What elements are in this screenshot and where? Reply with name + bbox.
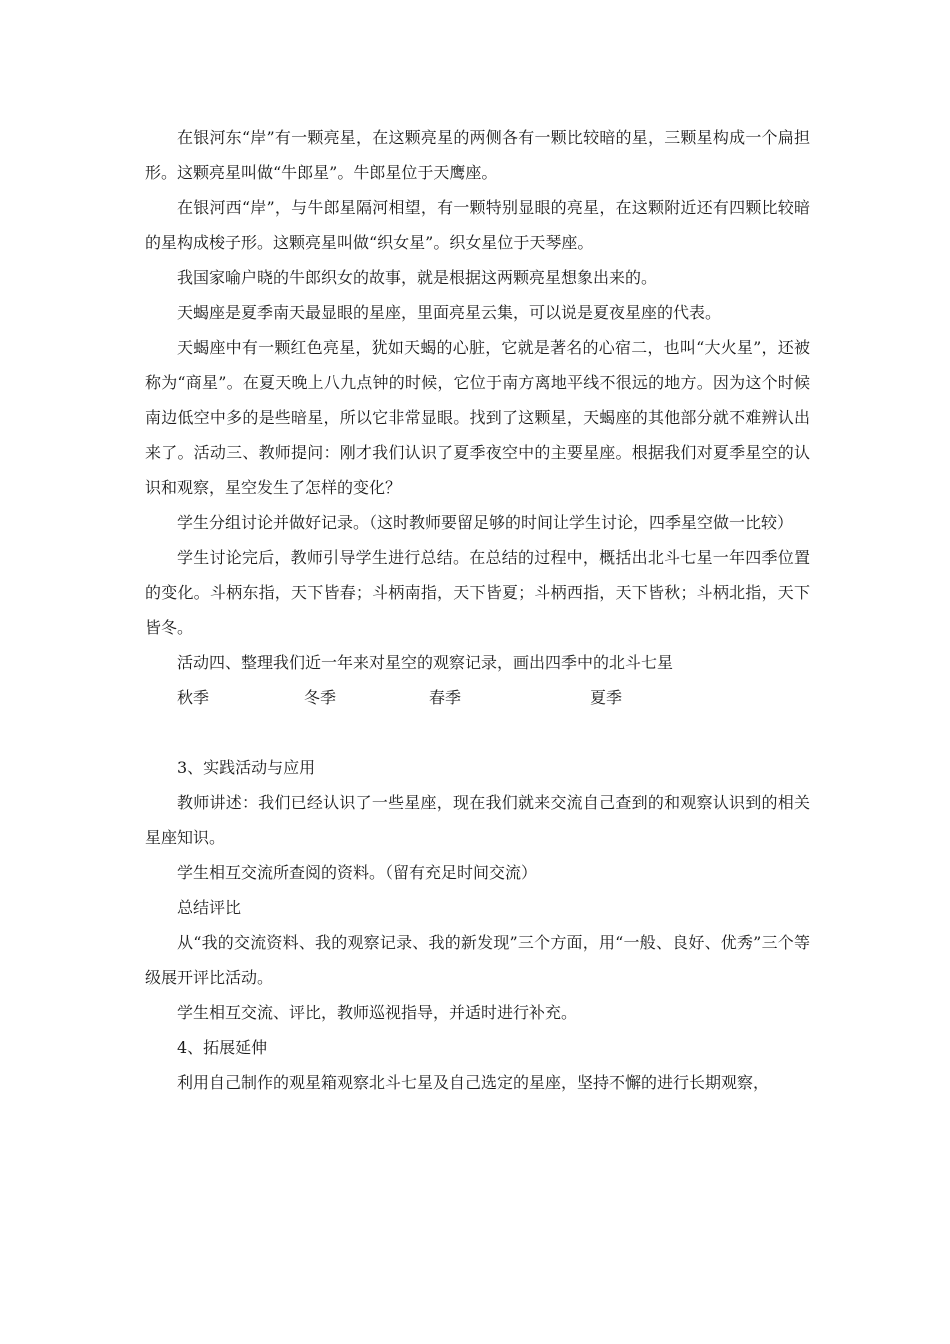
paragraph-student-exchange: 学生相互交流所查阅的资料。（留有充足时间交流） bbox=[177, 863, 538, 882]
paragraph-altair: 在银河东“岸”有一颗亮星，在这颗亮星的两侧各有一颗比较暗的星，三颗星构成一个扁担形。这颗亮星叫做“牛郎星”。牛郎星位于天鹰座。 bbox=[145, 128, 810, 182]
season-autumn: 秋季 bbox=[177, 688, 210, 707]
paragraph-evaluation-criteria: 从“我的交流资料、我的观察记录、我的新发现”三个方面，用“一般、良好、优秀”三个等级展开评比活动。 bbox=[145, 933, 810, 987]
paragraph-observation-box: 利用自己制作的观星箱观察北斗七星及自己选定的星座，坚持不懈的进行长期观察， bbox=[177, 1073, 770, 1092]
paragraph-peer-review: 学生相互交流、评比，教师巡视指导，并适时进行补充。 bbox=[177, 1003, 578, 1022]
paragraph-legend: 我国家喻户晓的牛郎织女的故事，就是根据这两颗亮星想象出来的。 bbox=[177, 268, 658, 287]
section-heading-practice: 3、实践活动与应用 bbox=[177, 758, 316, 777]
paragraph-antares: 天蝎座中有一颗红色亮星，犹如天蝎的心脏，它就是著名的心宿二，也叫“大火星”，还被称为“商星”。在夏天晚上八九点钟的时候，它位于南方离地平线不很远的地方。因为这个时候南边低空中多的是些暗星，所以它非常显眼。找到了这颗星，天蝎座的其他部分就不难辨认出来了。活动三、教师提问：刚才我们认识了夏季夜空中的主要星座。根据我们对夏季星空的认识和观察，星空发生了怎样的变化？ bbox=[145, 338, 810, 497]
season-spring: 春季 bbox=[429, 688, 462, 707]
season-winter: 冬季 bbox=[304, 688, 337, 707]
paragraph-evaluation-title: 总结评比 bbox=[177, 898, 242, 917]
paragraph-teacher-talk: 教师讲述：我们已经认识了一些星座，现在我们就来交流自己查到的和观察认识到的相关星座知识。 bbox=[145, 793, 810, 847]
paragraph-vega: 在银河西“岸”，与牛郎星隔河相望，有一颗特别显眼的亮星，在这颗附近还有四颗比较暗的星构成梭子形。这颗亮星叫做“织女星”。织女星位于天琴座。 bbox=[145, 198, 810, 252]
document-body bbox=[145, 120, 810, 1100]
paragraph-scorpius: 天蝎座是夏季南天最显眼的星座，里面亮星云集，可以说是夏夜星座的代表。 bbox=[177, 303, 722, 322]
season-summer: 夏季 bbox=[590, 688, 623, 707]
paragraph-group-discussion: 学生分组讨论并做好记录。（这时教师要留足够的时间让学生讨论，四季星空做一比较） bbox=[177, 513, 794, 532]
paragraph-activity-four: 活动四、整理我们近一年来对星空的观察记录，画出四季中的北斗七星 bbox=[177, 653, 674, 672]
seasons-row bbox=[145, 680, 810, 715]
section-heading-extension: 4、拓展延伸 bbox=[177, 1038, 268, 1057]
paragraph-summary: 学生讨论完后，教师引导学生进行总结。在总结的过程中，概括出北斗七星一年四季位置的变化。斗柄东指，天下皆春；斗柄南指，天下皆夏；斗柄西指，天下皆秋；斗柄北指，天下皆冬。 bbox=[145, 548, 810, 637]
